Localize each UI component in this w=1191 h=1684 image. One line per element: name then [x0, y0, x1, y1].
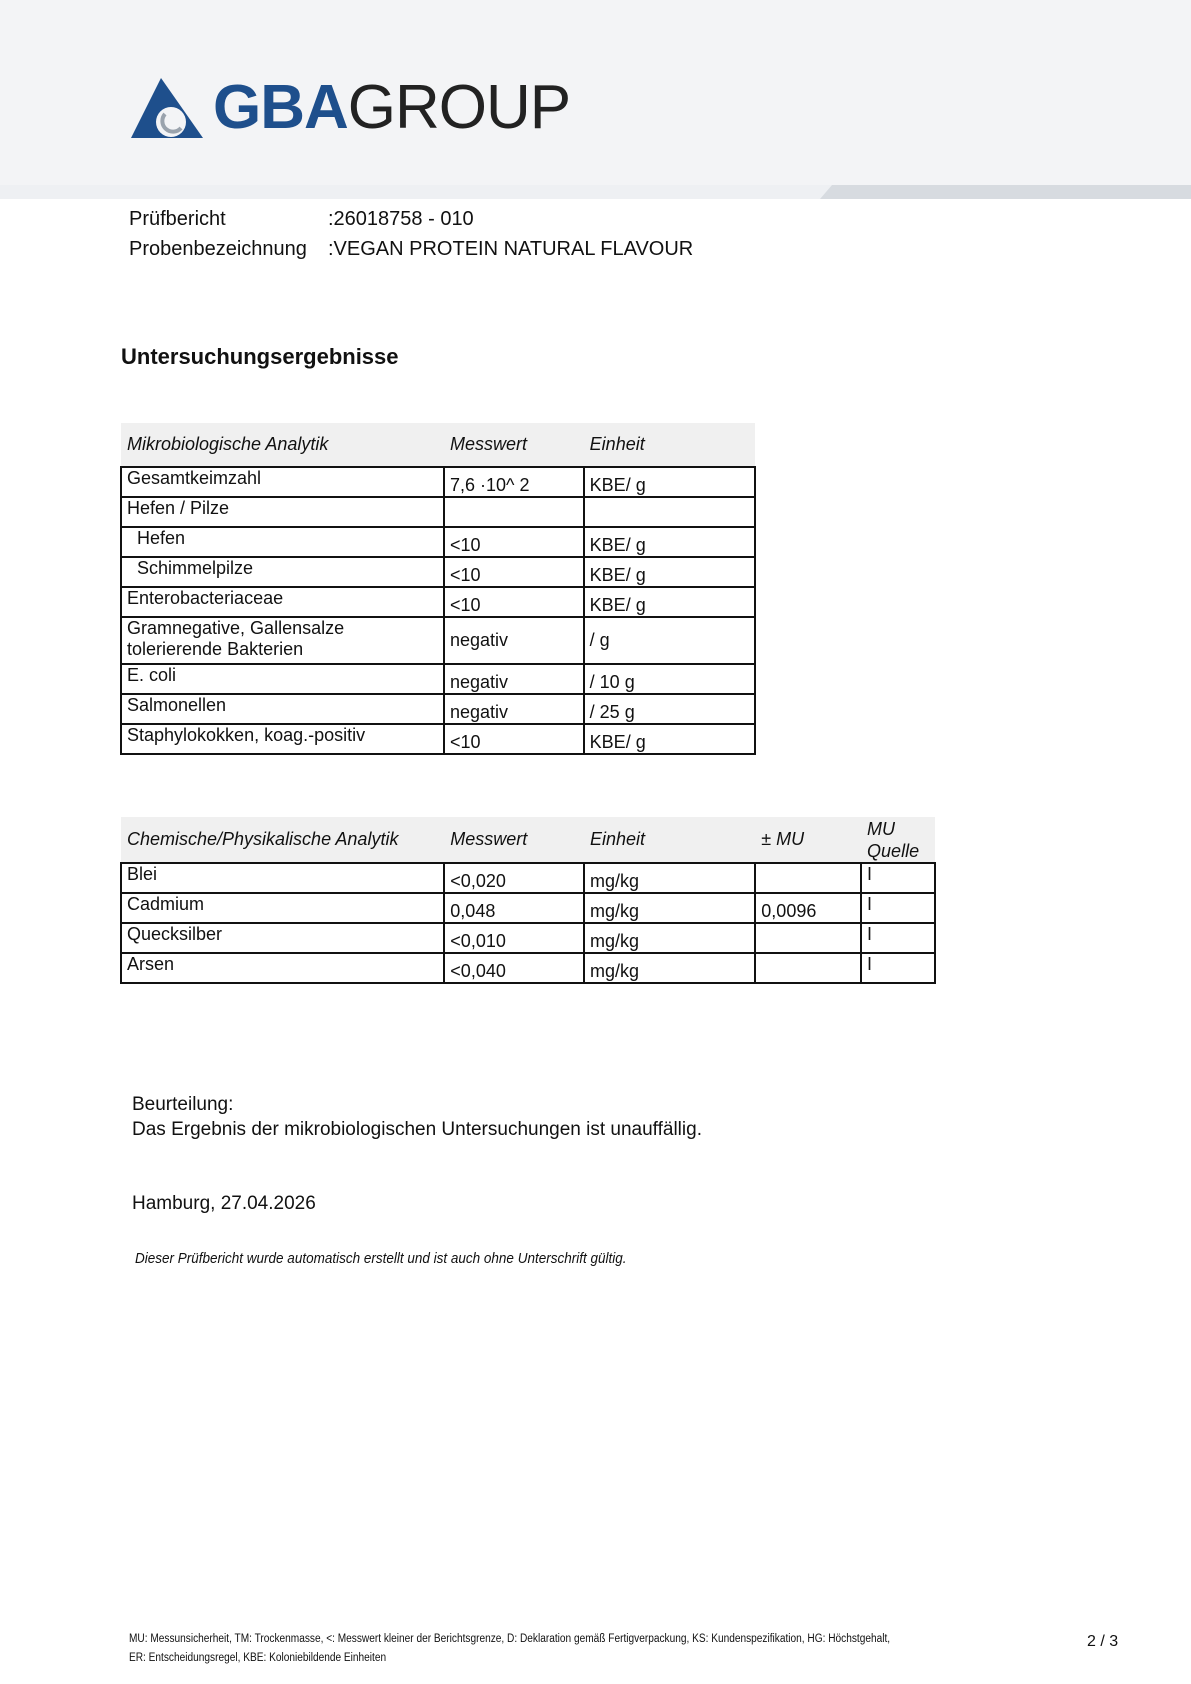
place-date: Hamburg, 27.04.2026: [132, 1193, 316, 1214]
measured-value: negativ: [444, 664, 584, 694]
analysis-name: Cadmium: [121, 893, 444, 923]
analysis-name: E. coli: [121, 664, 444, 694]
table-row: [121, 863, 935, 893]
measured-value: 0,048: [444, 893, 584, 923]
unit: / 25 g: [584, 694, 755, 724]
measured-value: <0,020: [444, 863, 584, 893]
unit: mg/kg: [584, 953, 755, 983]
sample-name-value: :VEGAN PROTEIN NATURAL FLAVOUR: [328, 238, 694, 260]
analysis-name: Arsen: [121, 953, 444, 983]
unit: / g: [584, 617, 755, 664]
analysis-name: Quecksilber: [121, 923, 444, 953]
table-row: [121, 617, 755, 664]
table-row: [121, 557, 755, 587]
gba-logo-icon: [131, 78, 203, 138]
chem-header-mu-source: MU Quelle: [861, 817, 935, 863]
chem-header-analysis: Chemische/Physikalische Analytik: [121, 817, 444, 863]
table-row: [121, 923, 935, 953]
analysis-name: Hefen: [121, 527, 444, 557]
chem-header-unit: Einheit: [584, 817, 755, 863]
unit: mg/kg: [584, 893, 755, 923]
measured-value: negativ: [444, 694, 584, 724]
measured-value: <0,040: [444, 953, 584, 983]
table-row: [121, 527, 755, 557]
measured-value: <10: [444, 557, 584, 587]
auto-generated-note: Dieser Prüfbericht wurde automatisch erstellt und ist auch ohne Unterschrift gültig.: [135, 1250, 627, 1267]
chem-header-value: Messwert: [444, 817, 584, 863]
table-row: [121, 497, 755, 527]
unit: KBE/ g: [584, 557, 755, 587]
table-row: [121, 724, 755, 754]
unit: KBE/ g: [584, 467, 755, 497]
analysis-name: Schimmelpilze: [121, 557, 444, 587]
assessment-label: Beurteilung:: [132, 1094, 234, 1115]
micro-results-table: [120, 423, 756, 755]
measured-value: <10: [444, 587, 584, 617]
footer-abbreviations-line1: MU: Messunsicherheit, TM: Trockenmasse, <: Messwert kleiner der Berichtsgrenze, D: Deklaration gemäß Fertigverpackung, KS: Kundenspezifikation, HG: Höchstgehalt,: [129, 1633, 891, 1645]
measured-value: <10: [444, 527, 584, 557]
table-row: [121, 467, 755, 497]
micro-table-header: [121, 423, 755, 467]
mu-source: I: [861, 893, 935, 923]
assessment-text: Das Ergebnis der mikrobiologischen Untersuchungen ist unauffällig.: [132, 1119, 702, 1140]
unit: [584, 497, 755, 527]
analysis-name: Gesamtkeimzahl: [121, 467, 444, 497]
measured-value: [444, 497, 584, 527]
micro-header-value: Messwert: [444, 423, 584, 467]
gba-group-logo: [131, 73, 571, 142]
analysis-name: Hefen / Pilze: [121, 497, 444, 527]
mu-source: I: [861, 863, 935, 893]
mu-value: [755, 923, 861, 953]
micro-header-unit: Einheit: [584, 423, 755, 467]
table-row: [121, 664, 755, 694]
page-number: 2 / 3: [1087, 1633, 1119, 1650]
unit: KBE/ g: [584, 587, 755, 617]
analysis-name: Blei: [121, 863, 444, 893]
mu-value: 0,0096: [755, 893, 861, 923]
measured-value: <10: [444, 724, 584, 754]
measured-value: negativ: [444, 617, 584, 664]
unit: / 10 g: [584, 664, 755, 694]
chem-header-mu: ± MU: [755, 817, 861, 863]
logo-gba-text: GBA: [213, 73, 348, 142]
analysis-name: Enterobacteriaceae: [121, 587, 444, 617]
chem-results-table: [120, 817, 936, 984]
analysis-name: Gramnegative, Gallensalze tolerierende Bakterien: [121, 617, 444, 664]
mu-source: I: [861, 923, 935, 953]
analysis-name: Salmonellen: [121, 694, 444, 724]
measured-value: <0,010: [444, 923, 584, 953]
unit: KBE/ g: [584, 527, 755, 557]
logo-wordmark: [213, 73, 571, 142]
micro-header-analysis: Mikrobiologische Analytik: [121, 423, 444, 467]
header-stripe-accent: [820, 185, 1191, 199]
table-row: [121, 953, 935, 983]
mu-value: [755, 863, 861, 893]
unit: mg/kg: [584, 923, 755, 953]
footer-abbreviations-line2: ER: Entscheidungsregel, KBE: Koloniebildende Einheiten: [129, 1652, 387, 1664]
measured-value: 7,6 ·10^ 2: [444, 467, 584, 497]
table-row: [121, 694, 755, 724]
unit: KBE/ g: [584, 724, 755, 754]
report-number-value: :26018758 - 010: [328, 208, 474, 230]
table-row: [121, 893, 935, 923]
unit: mg/kg: [584, 863, 755, 893]
mu-source: I: [861, 953, 935, 983]
chem-table-header: [121, 817, 935, 863]
report-number-label: Prüfbericht: [129, 208, 226, 230]
analysis-name: Staphylokokken, koag.-positiv: [121, 724, 444, 754]
logo-group-text: GROUP: [347, 73, 571, 142]
sample-name-label: Probenbezeichnung: [129, 238, 307, 260]
mu-value: [755, 953, 861, 983]
section-title: Untersuchungsergebnisse: [121, 344, 399, 369]
table-row: [121, 587, 755, 617]
